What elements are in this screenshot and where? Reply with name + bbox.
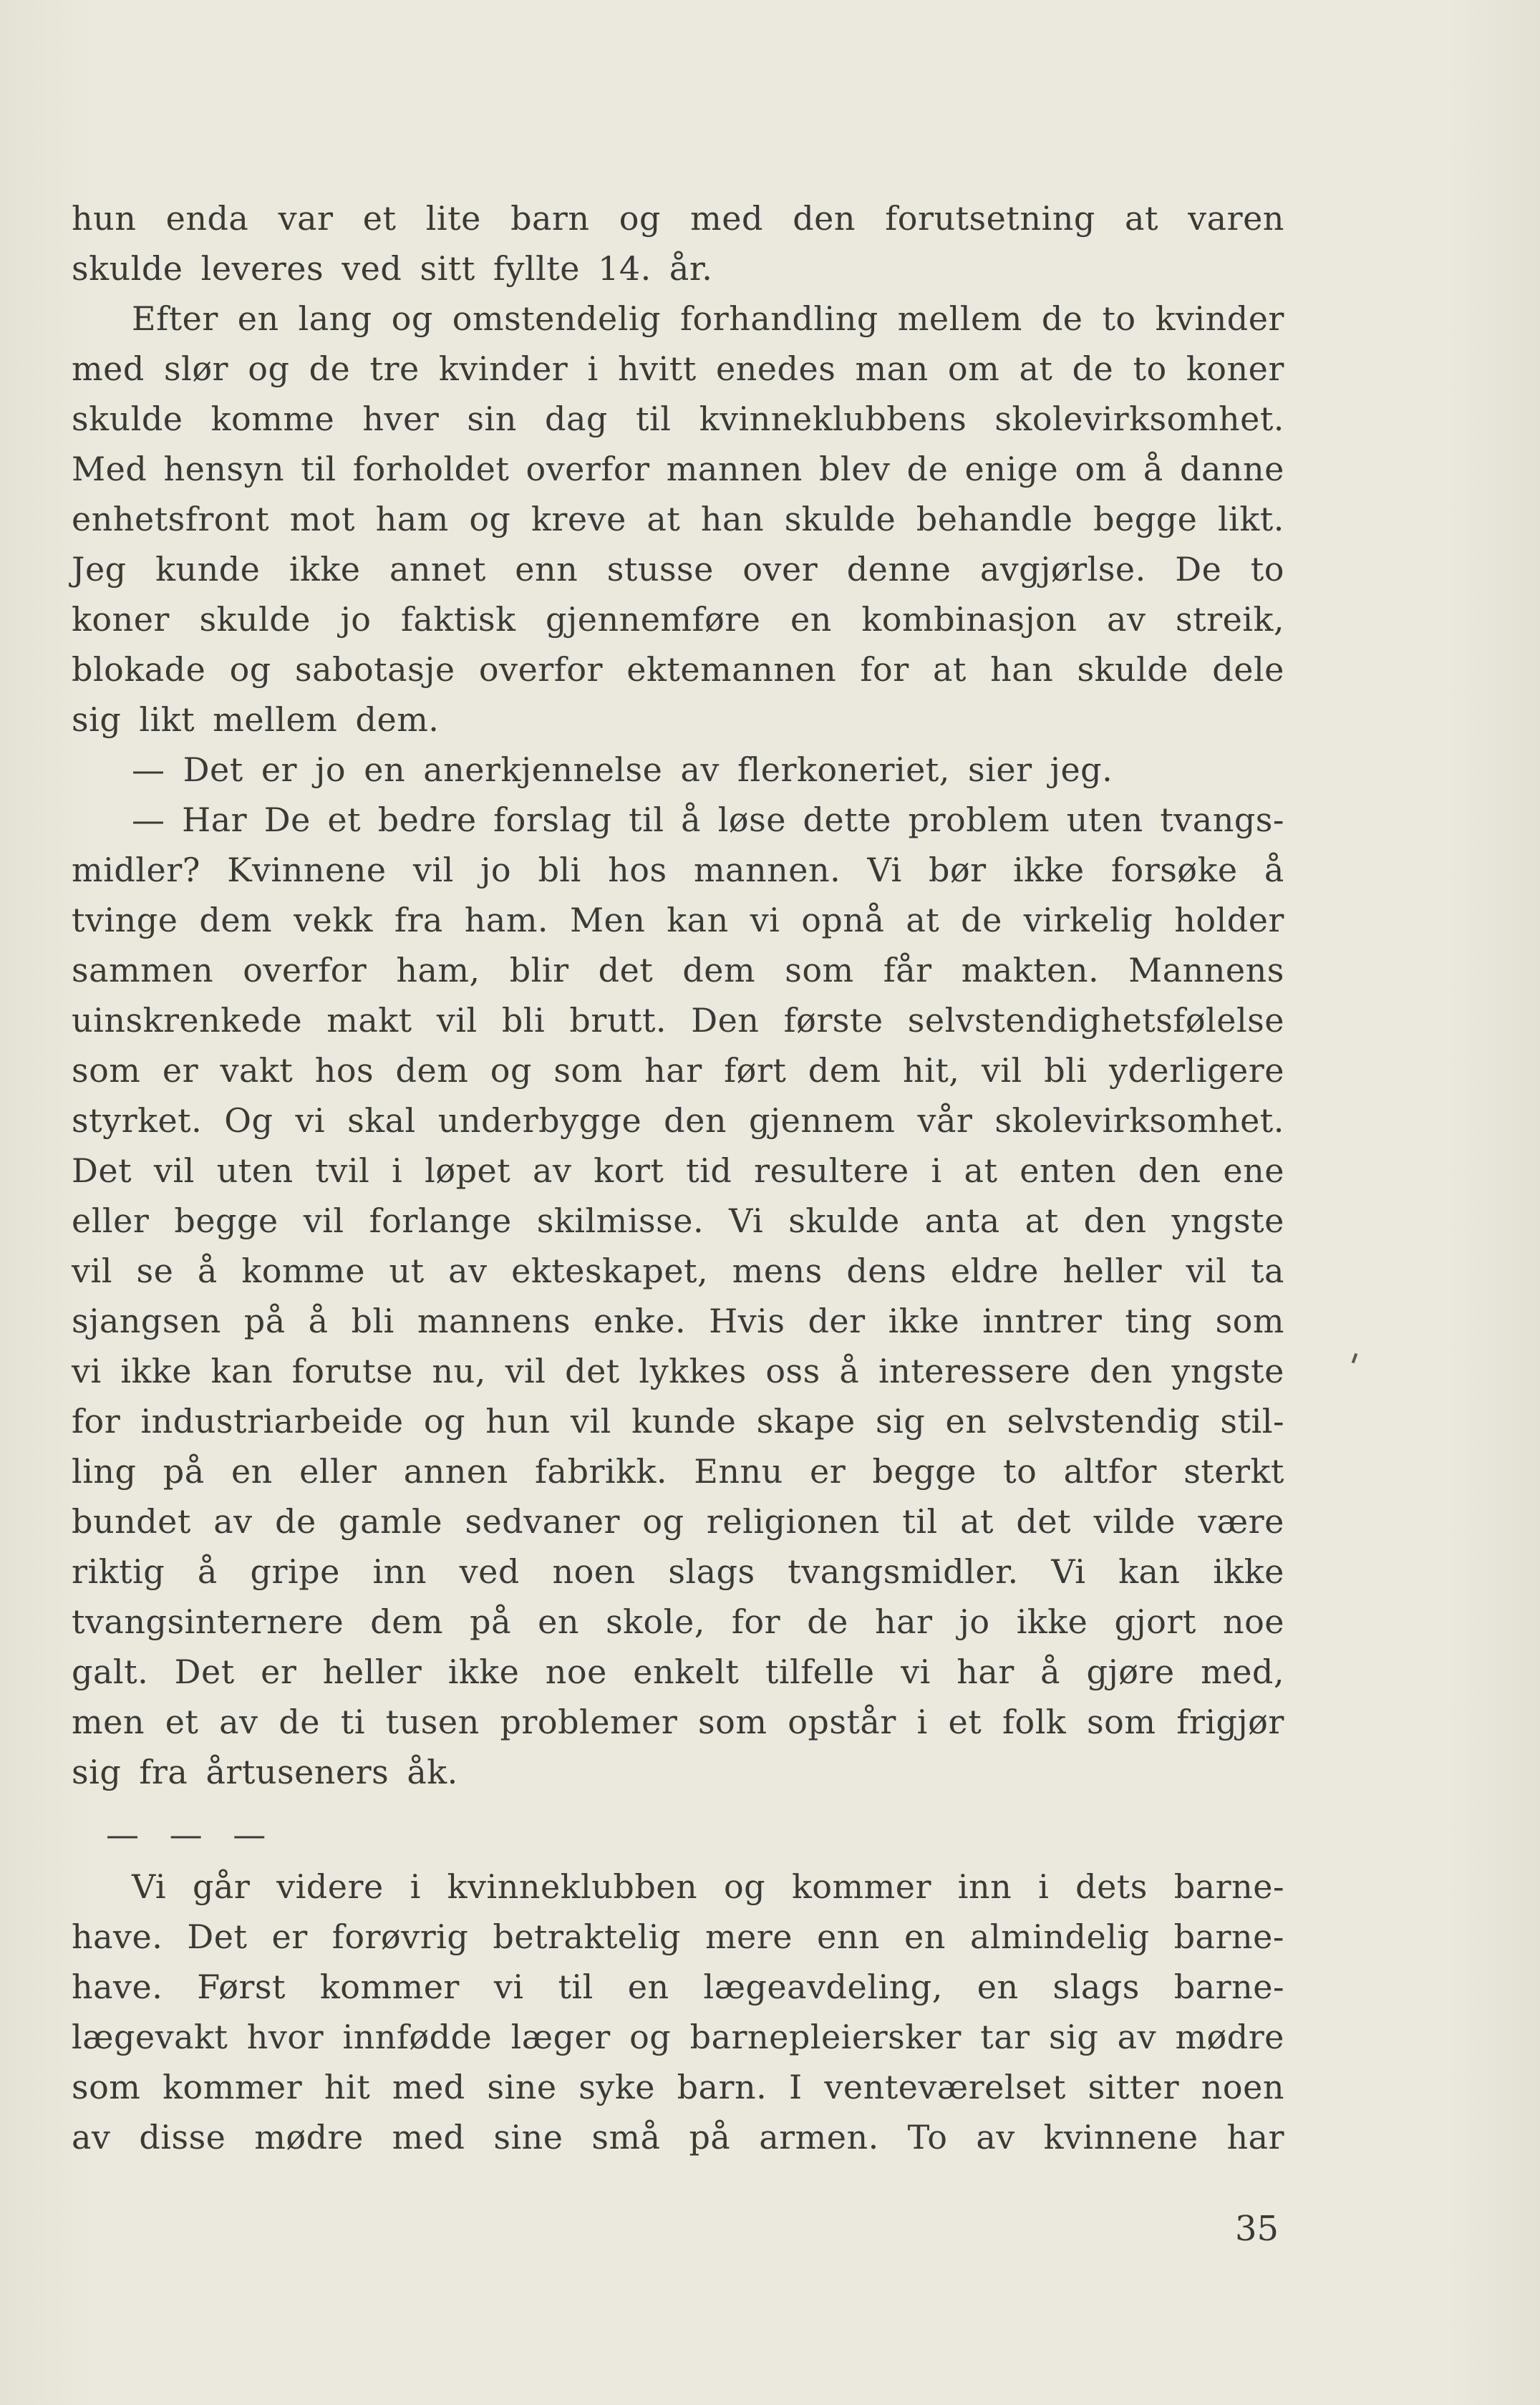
text-line: Jeg kunde ikke annet enn stusse over denne avgjørlse. De to: [72, 550, 1284, 589]
text-line: Efter en lang og omstendelig forhandling mellem de to kvinder: [132, 299, 1284, 338]
text-line: tvinge dem vekk fra ham. Men kan vi opnå at de virkelig holder: [72, 901, 1284, 939]
text-line: styrket. Og vi skal underbygge den gjennem vår skolevirksomhet.: [72, 1101, 1284, 1140]
text-line: skulde komme hver sin dag til kvinneklubbens skolevirksomhet.: [72, 400, 1284, 438]
text-line: sjangsen på å bli mannens enke. Hvis der ikke inntrer ting som: [72, 1302, 1284, 1340]
text-line: skulde leveres ved sitt fyllte 14. år.: [72, 249, 713, 288]
text-line: uinskrenkede makt vil bli brutt. Den første selvstendighetsfølelse: [72, 1001, 1284, 1040]
text-line: vi ikke kan forutse nu, vil det lykkes oss å interessere den yngste: [72, 1352, 1284, 1390]
section-separator: — — —: [106, 1815, 276, 1854]
text-line: av disse mødre med sine små på armen. To av kvinnene har: [72, 2118, 1284, 2157]
text-line: have. Det er forøvrig betraktelig mere enn en almindelig barne-: [72, 1917, 1284, 1956]
text-line: eller begge vil forlange skilmisse. Vi skulde anta at den yngste: [72, 1201, 1284, 1240]
text-line: sammen overfor ham, blir det dem som får makten. Mannens: [72, 951, 1284, 989]
text-line: sig likt mellem dem.: [72, 700, 440, 739]
text-line: vil se å komme ut av ekteskapet, mens dens eldre heller vil ta: [72, 1252, 1284, 1290]
text-line: for industriarbeide og hun vil kunde skape sig en selvstendig stil-: [72, 1402, 1284, 1441]
paper-speck: [1352, 1353, 1358, 1364]
text-line: som er vakt hos dem og som har ført dem hit, vil bli yderligere: [72, 1051, 1284, 1090]
body-text-block-2: [72, 1862, 1284, 2162]
text-line: tvangsinternere dem på en skole, for de har jo ikke gjort noe: [72, 1602, 1284, 1641]
text-line: — Det er jo en anerkjennelse av flerkoneriet, sier jeg.: [132, 750, 1113, 789]
text-line: lægevakt hvor innfødde læger og barnepleiersker tar sig av mødre: [72, 2018, 1284, 2056]
text-line: med slør og de tre kvinder i hvitt enedes man om at de to koner: [72, 349, 1284, 388]
text-line: koner skulde jo faktisk gjennemføre en kombinasjon av streik,: [72, 600, 1284, 639]
body-text-block: [72, 193, 1284, 1797]
text-line: ling på en eller annen fabrikk. Ennu er begge to altfor sterkt: [72, 1452, 1284, 1491]
text-line: Med hensyn til forholdet overfor mannen blev de enige om å danne: [72, 450, 1284, 488]
text-line: riktig å gripe inn ved noen slags tvangsmidler. Vi kan ikke: [72, 1552, 1284, 1591]
text-line: hun enda var et lite barn og med den forutsetning at varen: [72, 199, 1284, 238]
text-line: galt. Det er heller ikke noe enkelt tilfelle vi har å gjøre med,: [72, 1652, 1284, 1691]
text-line: have. Først kommer vi til en lægeavdeling, en slags barne-: [72, 1968, 1284, 2006]
text-line: — Har De et bedre forslag til å løse dette problem uten tvangs-: [132, 800, 1284, 839]
text-line: Det vil uten tvil i løpet av kort tid resultere i at enten den ene: [72, 1151, 1284, 1190]
text-line: som kommer hit med sine syke barn. I venteværelset sitter noen: [72, 2068, 1284, 2106]
text-line: men et av de ti tusen problemer som opstår i et folk som frigjør: [72, 1703, 1284, 1741]
text-line: enhetsfront mot ham og kreve at han skulde behandle begge likt.: [72, 500, 1284, 538]
text-line: midler? Kvinnene vil jo bli hos mannen. Vi bør ikke forsøke å: [72, 851, 1284, 889]
text-line: Vi går videre i kvinneklubben og kommer inn i dets barne-: [132, 1867, 1284, 1906]
text-line: bundet av de gamle sedvaner og religionen til at det vilde være: [72, 1502, 1284, 1541]
text-line: blokade og sabotasje overfor ektemannen for at han skulde dele: [72, 650, 1284, 689]
text-line: sig fra årtuseners åk.: [72, 1753, 458, 1791]
page-number: 35: [1235, 2209, 1279, 2249]
